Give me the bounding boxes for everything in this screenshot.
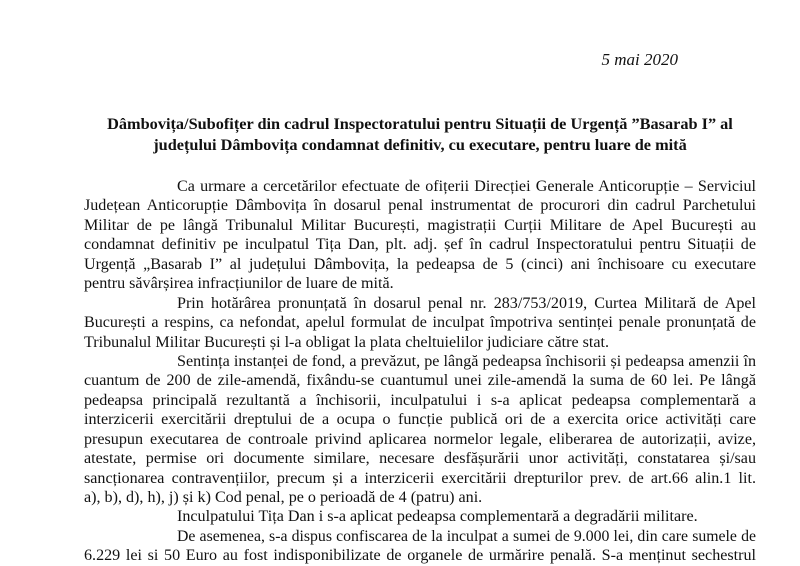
press-release-body: [84, 177, 756, 566]
body-line: interzicerii exercitării dreptului de a ocupa o funcție publică ori de a exercita orice activități care: [84, 411, 756, 429]
body-line: 6.229 lei si 50 Euro au fost indisponibilizate de organele de urmărire penală. S-a menținut sechestrul: [84, 547, 756, 565]
body-line: sancționarea contravențiilor, precum și a interzicerii exercitării drepturilor prev. de art.66 alin.1 lit.: [84, 469, 756, 487]
press-release-title: [84, 113, 756, 155]
body-line: București a respins, ca nefondat, apelul formulat de inculpat împotriva sentinței penale pronunțată de: [84, 314, 756, 332]
body-line-paragraph-4: Inculpatului Tița Dan i s-a aplicat pedeapsa complementară a degradării militare.: [177, 508, 698, 526]
body-line: presupun executarea de controale privind aplicarea normelor legale, eliberarea de autorizații, avize,: [84, 430, 756, 448]
body-line-paragraph-5-start: De asemenea, s-a dispus confiscarea de la inculpat a sumei de 9.000 lei, din care sumele de: [177, 527, 756, 545]
body-line: Tribunalul Militar București și l-a obligat la plata cheltuielilor judiciare către stat.: [84, 333, 609, 351]
body-line: cuantum de 200 de zile-amendă, fixându-se cuantumul unei zile-amendă la suma de 60 lei. Pe lângă: [84, 372, 756, 390]
body-line: Județean Anticorupție Dâmbovița în dosarul penal instrumentat de procurori din cadrul Parchetului: [84, 197, 756, 215]
press-release-date: 5 mai 2020: [601, 50, 678, 69]
body-line: a), b), d), h), j) și k) Cod penal, pe o perioadă de 4 (patru) ani.: [84, 489, 483, 506]
title-line: Dâmbovița/Subofițer din cadrul Inspectoratului pentru Situații de Urgență ”Basarab I” al: [107, 114, 733, 133]
body-line-paragraph-2-start: Prin hotărârea pronunțată în dosarul penal nr. 283/753/2019, Curtea Militară de Apel: [177, 294, 756, 312]
body-line: Urgență „Basarab I” al județului Dâmbovița, la pedeapsa de 5 (cinci) ani închisoare cu executare: [84, 255, 756, 273]
body-line: pentru săvârșirea infracțiunilor de luare de mită.: [84, 275, 394, 293]
body-line: condamnat definitiv pe inculpatul Tița Dan, plt. adj. șef în cadrul Inspectoratului pentru Situații de: [84, 236, 756, 254]
title-line: județului Dâmbovița condamnat definitiv, cu executare, pentru luare de mită: [153, 135, 687, 154]
body-line: Militar de pe lângă Tribunalul Militar București, magistrații Curții Militare de Apel București au: [84, 216, 756, 234]
body-line: pedeapsa principală rezultantă a închisorii, inculpatului i s-a aplicat pedeapsa complementară a: [84, 391, 756, 409]
body-line-paragraph-3-start: Sentința instanței de fond, a prevăzut, pe lângă pedeapsa închisorii și pedeapsa amenzii în: [177, 352, 756, 370]
body-line: atestate, permise ori documente similare, necesare desfășurării unor activități, constatarea și/sau: [84, 450, 756, 468]
body-line-paragraph-1-start: Ca urmare a cercetărilor efectuate de ofițerii Direcției Generale Anticorupție – Serviciul: [177, 178, 756, 195]
